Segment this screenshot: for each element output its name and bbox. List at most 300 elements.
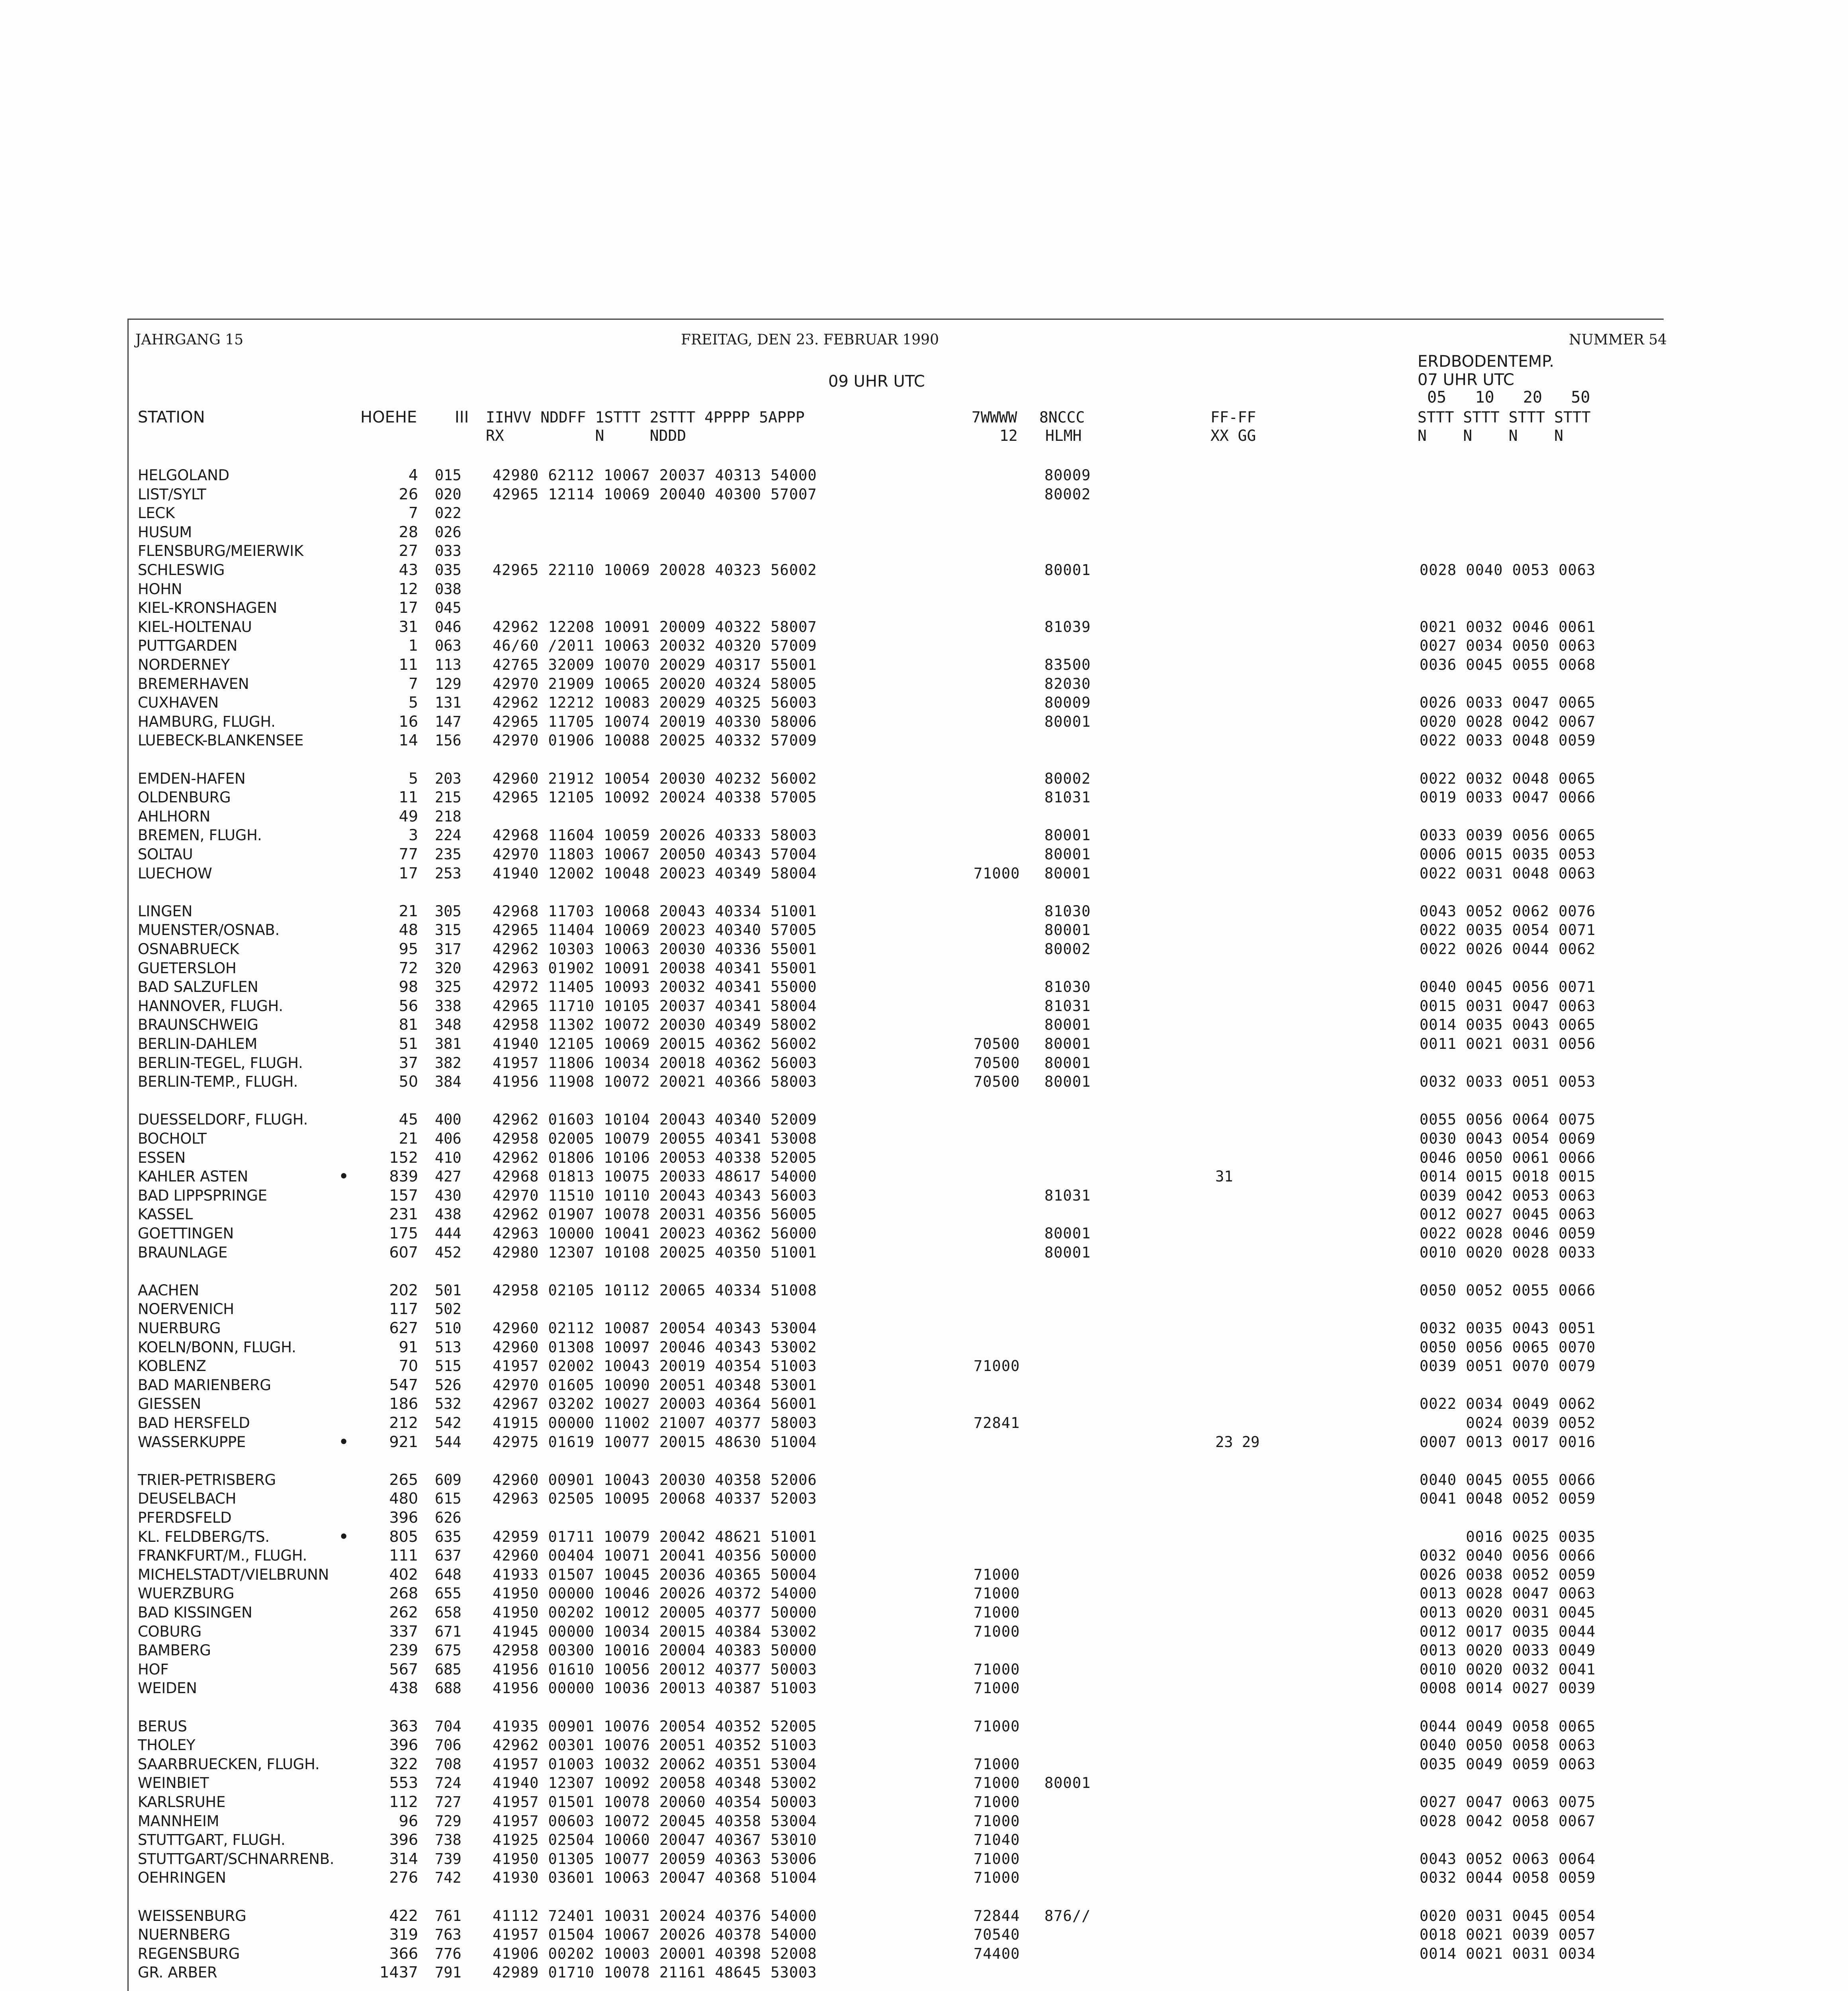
weather-group: 71000	[974, 1793, 1020, 1811]
wind-column-heading: FF-FF	[1210, 409, 1256, 426]
cloud-group: 81039	[1044, 618, 1091, 636]
soil-temperatures: 0030 0043 0054 0069	[1420, 1130, 1596, 1147]
cloud-group: 80001	[1044, 1054, 1091, 1072]
observation-groups: 42962 10303 10063 20030 40336 55001	[493, 941, 817, 958]
cloud-group: 83500	[1044, 656, 1091, 673]
mountain-station-marker: •	[339, 1528, 349, 1545]
table-row	[0, 675, 1712, 693]
wmo-station-number: 739	[435, 1850, 462, 1868]
wmo-station-number: 706	[435, 1737, 462, 1754]
weather-group: 72841	[974, 1414, 1020, 1432]
observation-groups: 42963 01902 10091 20038 40341 55001	[493, 960, 817, 977]
observation-groups-heading: IIHVV NDDFF 1STTT 2STTT 4PPPP 5APPP	[486, 409, 805, 426]
station-height: 268	[389, 1584, 418, 1602]
observation-groups: 42962 12212 10083 20029 40325 56003	[493, 694, 817, 711]
wmo-station-number: 609	[435, 1471, 462, 1488]
mountain-station-marker: •	[339, 1433, 349, 1451]
station-name: BAMBERG	[138, 1642, 211, 1659]
station-name: MUENSTER/OSNAB.	[138, 921, 280, 939]
soil-temperatures: 0010 0020 0032 0041	[1420, 1661, 1596, 1678]
table-row	[0, 636, 1712, 655]
wmo-station-number: 502	[435, 1301, 462, 1318]
cloud-group: 80001	[1044, 1225, 1091, 1242]
station-name: BAD SALZUFLEN	[138, 978, 258, 996]
soil-temperatures: 0006 0015 0035 0053	[1420, 846, 1596, 863]
wmo-station-number: 224	[435, 827, 462, 844]
weather-group: 71000	[974, 1661, 1020, 1678]
cloud-group: 80001	[1044, 561, 1091, 579]
station-height: 27	[399, 542, 418, 559]
observation-groups: 42972 11405 10093 20032 40341 55000	[493, 978, 817, 996]
report-date: FREITAG, DEN 23. FEBRUAR 1990	[681, 332, 939, 348]
station-height: 480	[389, 1490, 418, 1507]
observation-groups: 41957 01504 10067 20026 40378 54000	[493, 1926, 817, 1943]
soil-temperatures: 0028 0042 0058 0067	[1420, 1813, 1596, 1830]
wmo-station-number: 626	[435, 1509, 462, 1526]
soil-depths-heading: 05 10 20 50	[1418, 388, 1590, 407]
soil-temperatures: 0050 0056 0065 0070	[1420, 1339, 1596, 1356]
wmo-station-number: 655	[435, 1585, 462, 1602]
station-height: 112	[389, 1793, 418, 1811]
observation-groups: 42965 22110 10069 20028 40323 56002	[493, 561, 817, 579]
observation-groups: 41906 00202 10003 20001 40398 52008	[493, 1945, 817, 1962]
observation-groups: 42960 01308 10097 20046 40343 53002	[493, 1339, 817, 1356]
cloud-group: 80001	[1044, 1016, 1091, 1033]
observation-groups: 42975 01619 10077 20015 48630 51004	[493, 1434, 817, 1451]
table-row	[0, 1717, 1712, 1736]
weather-group: 71000	[974, 1718, 1020, 1735]
station-name: LINGEN	[138, 903, 193, 920]
observation-groups: 42963 02505 10095 20068 40337 52003	[493, 1490, 817, 1507]
wmo-station-number: 688	[435, 1680, 462, 1697]
wmo-station-number: 218	[435, 808, 462, 825]
table-row	[0, 959, 1712, 978]
station-name: EMDEN-HAFEN	[138, 770, 246, 787]
table-row	[0, 1186, 1712, 1205]
observation-groups: 41950 01305 10077 20059 40363 53006	[493, 1850, 817, 1868]
station-height: 7	[408, 675, 418, 692]
cloud-column-subheading: HLMH	[1045, 427, 1082, 444]
wmo-station-number: 513	[435, 1339, 462, 1356]
station-name: GR. ARBER	[138, 1964, 217, 1981]
weather-group: 71040	[974, 1831, 1020, 1848]
observation-groups: 41957 02002 10043 20019 40354 51003	[493, 1357, 817, 1375]
wmo-station-number: 532	[435, 1395, 462, 1412]
station-name: STUTTGART/SCHNARRENB.	[138, 1850, 334, 1868]
wmo-station-number: 305	[435, 903, 462, 920]
table-row	[0, 1281, 1712, 1300]
soil-temperatures: 0015 0031 0047 0063	[1420, 997, 1596, 1015]
soil-temperatures: 0019 0033 0047 0066	[1420, 789, 1596, 806]
soil-temperatures: 0026 0038 0052 0059	[1420, 1566, 1596, 1583]
table-row	[0, 845, 1712, 864]
soil-temperatures: 0011 0021 0031 0056	[1420, 1035, 1596, 1052]
observation-groups: 41957 11806 10034 20018 40362 56003	[493, 1054, 817, 1072]
station-height: 43	[399, 561, 418, 579]
observation-groups: 41956 11908 10072 20021 40366 58003	[493, 1073, 817, 1090]
wmo-station-number: 675	[435, 1642, 462, 1659]
table-row	[0, 1546, 1712, 1565]
table-row	[0, 1471, 1712, 1489]
station-name: GUETERSLOH	[138, 960, 237, 977]
wmo-station-number: 444	[435, 1225, 462, 1242]
wmo-station-number: 648	[435, 1566, 462, 1583]
station-height: 396	[389, 1509, 418, 1526]
station-height: 12	[399, 580, 418, 598]
soil-temperatures: 0013 0028 0047 0063	[1420, 1585, 1596, 1602]
table-row	[0, 1394, 1712, 1413]
wmo-station-number: 215	[435, 789, 462, 806]
station-height: 1	[408, 637, 418, 654]
table-row	[0, 485, 1712, 504]
table-row	[0, 712, 1712, 731]
table-row	[0, 997, 1712, 1015]
wmo-station-number: 615	[435, 1490, 462, 1507]
soil-temperatures: 0032 0040 0056 0066	[1420, 1547, 1596, 1564]
station-name: MICHELSTADT/VIELBRUNN	[138, 1566, 329, 1583]
table-row	[0, 693, 1712, 712]
weather-group: 71000	[974, 865, 1020, 882]
wmo-station-number: 763	[435, 1926, 462, 1943]
station-height: 402	[389, 1566, 418, 1583]
station-height: 1437	[379, 1964, 418, 1981]
station-name: KIEL-KRONSHAGEN	[138, 599, 277, 616]
cloud-group: 80001	[1044, 827, 1091, 844]
table-row	[0, 1015, 1712, 1034]
observation-groups: 42963 10000 10041 20023 40362 56000	[493, 1225, 817, 1242]
station-height: 95	[399, 940, 418, 958]
table-row	[0, 902, 1712, 921]
table-row	[0, 542, 1712, 560]
station-name: KOBLENZ	[138, 1357, 206, 1375]
station-height: 152	[389, 1149, 418, 1166]
observation-groups: 41112 72401 10031 20024 40376 54000	[493, 1907, 817, 1925]
cloud-group: 80001	[1044, 921, 1091, 939]
station-name: GIESSEN	[138, 1395, 201, 1412]
soil-temperatures: 0043 0052 0063 0064	[1420, 1850, 1596, 1868]
station-height: 7	[408, 504, 418, 522]
station-name: WUERZBURG	[138, 1585, 235, 1602]
station-height: 396	[389, 1831, 418, 1848]
station-name: KOELN/BONN, FLUGH.	[138, 1339, 296, 1356]
station-height: 11	[399, 656, 418, 673]
soil-temperatures: 0010 0020 0028 0033	[1420, 1244, 1596, 1261]
station-height: 48	[399, 921, 418, 939]
cloud-group: 80001	[1044, 865, 1091, 882]
station-name: WASSERKUPPE	[138, 1434, 246, 1451]
station-name: BRAUNLAGE	[138, 1244, 228, 1261]
table-row	[0, 1641, 1712, 1660]
station-name: REGENSBURG	[138, 1945, 240, 1962]
soil-values-heading: STTT STTT STTT STTT	[1418, 409, 1591, 426]
station-name: MANNHEIM	[138, 1813, 219, 1830]
station-name: NUERBURG	[138, 1320, 221, 1337]
table-row	[0, 1527, 1712, 1546]
table-row	[0, 1660, 1712, 1679]
table-row	[0, 1565, 1712, 1584]
station-name: KL. FELDBERG/TS.	[138, 1528, 270, 1545]
soil-temperatures: 0027 0047 0063 0075	[1420, 1793, 1596, 1811]
weather-group: 71000	[974, 1813, 1020, 1830]
wmo-station-number: 708	[435, 1756, 462, 1773]
cloud-group: 81031	[1044, 789, 1091, 806]
station-height: 26	[399, 485, 418, 503]
station-name: BERLIN-TEMP., FLUGH.	[138, 1073, 298, 1090]
table-row	[0, 1319, 1712, 1338]
cloud-group: 80002	[1044, 941, 1091, 958]
observation-groups: 42960 21912 10054 20030 40232 56002	[493, 770, 817, 787]
weather-column-heading: 7WWWW	[972, 409, 1017, 426]
observation-groups: 42970 11803 10067 20050 40343 57004	[493, 846, 817, 863]
observation-groups: 42965 11705 10074 20019 40330 58006	[493, 713, 817, 730]
soil-temperatures: 0020 0031 0045 0054	[1420, 1907, 1596, 1925]
station-name: WEIDEN	[138, 1680, 197, 1697]
wmo-station-number: 381	[435, 1035, 462, 1052]
observation-groups: 42958 00300 10016 20004 40383 50000	[493, 1642, 817, 1659]
wmo-station-number: 658	[435, 1604, 462, 1621]
table-row	[0, 1584, 1712, 1603]
wmo-station-number: 510	[435, 1320, 462, 1337]
table-row	[0, 1907, 1712, 1925]
station-height: 239	[389, 1641, 418, 1659]
wmo-station-number: 315	[435, 921, 462, 939]
soil-temperatures: 0007 0013 0017 0016	[1420, 1434, 1596, 1451]
cloud-group: 80001	[1044, 1244, 1091, 1261]
station-height: 607	[389, 1244, 418, 1261]
soil-temperatures: 0028 0040 0053 0063	[1420, 561, 1596, 579]
weather-group: 71000	[974, 1623, 1020, 1640]
soil-temperatures: 0035 0049 0059 0063	[1420, 1756, 1596, 1773]
wmo-station-number: 035	[435, 561, 462, 579]
table-row	[0, 466, 1712, 485]
station-name: CUXHAVEN	[138, 694, 219, 711]
station-name: OEHRINGEN	[138, 1869, 226, 1886]
table-row	[0, 1622, 1712, 1641]
station-name: HOHN	[138, 581, 182, 598]
station-height: 567	[389, 1660, 418, 1678]
table-row	[0, 598, 1712, 617]
soil-temperatures: 0039 0042 0053 0063	[1420, 1187, 1596, 1204]
observation-groups: 42962 01806 10106 20053 40338 52005	[493, 1149, 817, 1166]
table-row	[0, 788, 1712, 807]
soil-temperatures: 0040 0045 0056 0071	[1420, 978, 1596, 996]
station-height: 96	[399, 1812, 418, 1830]
station-name: COBURG	[138, 1623, 202, 1640]
station-height: 14	[399, 731, 418, 749]
cloud-group: 82030	[1044, 675, 1091, 692]
soil-temperatures: 0012 0027 0045 0063	[1420, 1206, 1596, 1223]
wind-gust-group: 23 29	[1215, 1434, 1260, 1451]
wmo-station-number: 253	[435, 865, 462, 882]
station-height: 21	[399, 1130, 418, 1147]
observation-groups: 46/60 /2011 10063 20032 40320 57009	[493, 637, 817, 654]
table-row	[0, 807, 1712, 826]
station-height: 202	[389, 1281, 418, 1299]
station-name: BREMERHAVEN	[138, 675, 249, 692]
table-row	[0, 1831, 1712, 1849]
soil-temperatures: 0022 0035 0054 0071	[1420, 921, 1596, 939]
wmo-station-number: 113	[435, 656, 462, 673]
weather-group: 71000	[974, 1585, 1020, 1602]
station-height: 319	[389, 1926, 418, 1943]
table-row	[0, 826, 1712, 845]
table-row	[0, 1868, 1712, 1887]
station-height: 17	[399, 599, 418, 616]
station-height: 322	[389, 1755, 418, 1773]
station-name: DEUSELBACH	[138, 1490, 237, 1507]
station-height: 72	[399, 959, 418, 977]
observation-groups: 41956 01610 10056 20012 40377 50003	[493, 1661, 817, 1678]
wmo-station-number: 382	[435, 1054, 462, 1072]
observation-groups: 42962 01907 10078 20031 40356 56005	[493, 1206, 817, 1223]
station-height: 3	[408, 826, 418, 844]
station-name: AACHEN	[138, 1282, 199, 1299]
wmo-station-number: 724	[435, 1774, 462, 1792]
wmo-station-number: 045	[435, 599, 462, 616]
wmo-station-number: 020	[435, 486, 462, 503]
wmo-station-number: 671	[435, 1623, 462, 1640]
station-name: SAARBRUECKEN, FLUGH.	[138, 1756, 320, 1773]
table-row	[0, 1489, 1712, 1508]
observation-groups: 42965 12114 10069 20040 40300 57007	[493, 486, 817, 503]
table-row	[0, 1508, 1712, 1527]
table-row	[0, 1129, 1712, 1148]
observation-groups: 41940 12307 10092 20058 40348 53002	[493, 1774, 817, 1792]
wmo-station-number: 131	[435, 694, 462, 711]
observation-groups: 42959 01711 10079 20042 48621 51001	[493, 1528, 817, 1545]
wmo-station-number: 348	[435, 1016, 462, 1033]
soil-temperatures: 0040 0045 0055 0066	[1420, 1471, 1596, 1488]
station-name: LECK	[138, 505, 175, 522]
observation-groups: 42970 11510 10110 20043 40343 56003	[493, 1187, 817, 1204]
observation-groups: 42968 11604 10059 20026 40333 58003	[493, 827, 817, 844]
wmo-column-heading: III	[455, 408, 469, 426]
wmo-station-number: 526	[435, 1377, 462, 1394]
observation-groups: 41930 03601 10063 20047 40368 51004	[493, 1869, 817, 1886]
cloud-group: 876//	[1044, 1907, 1091, 1925]
table-row	[0, 1148, 1712, 1167]
observation-groups: 41933 01507 10045 20036 40365 50004	[493, 1566, 817, 1583]
table-row	[0, 561, 1712, 579]
station-name: WEISSENBURG	[138, 1907, 246, 1925]
observation-groups: 42962 00301 10076 20051 40352 51003	[493, 1737, 817, 1754]
wmo-station-number: 156	[435, 732, 462, 749]
table-row	[0, 1736, 1712, 1754]
station-height: 921	[389, 1433, 418, 1451]
soil-temperatures: 0050 0052 0055 0066	[1420, 1282, 1596, 1299]
cloud-group: 80002	[1044, 770, 1091, 787]
station-height: 31	[399, 618, 418, 636]
observation-groups: 42960 02112 10087 20054 40343 53004	[493, 1320, 817, 1337]
station-height: 50	[399, 1073, 418, 1090]
table-row	[0, 1925, 1712, 1944]
observation-groups: 41945 00000 10034 20015 40384 53002	[493, 1623, 817, 1640]
weather-group: 74400	[974, 1945, 1020, 1962]
weather-group: 71000	[974, 1680, 1020, 1697]
station-name: BERLIN-DAHLEM	[138, 1035, 258, 1052]
station-name: NOERVENICH	[138, 1301, 234, 1318]
station-name: HUSUM	[138, 524, 192, 541]
station-name: STUTTGART, FLUGH.	[138, 1831, 286, 1848]
table-row	[0, 1224, 1712, 1243]
observation-groups: 42968 01813 10075 20033 48617 54000	[493, 1168, 817, 1185]
mountain-station-marker: •	[339, 1168, 349, 1185]
table-row	[0, 1054, 1712, 1072]
wmo-station-number: 235	[435, 846, 462, 863]
station-height: 212	[389, 1414, 418, 1432]
station-height: 16	[399, 713, 418, 730]
wmo-station-number: 438	[435, 1206, 462, 1223]
wmo-station-number: 685	[435, 1661, 462, 1678]
wmo-station-number: 742	[435, 1869, 462, 1886]
station-height: 276	[389, 1869, 418, 1886]
soil-temperatures: 0055 0056 0064 0075	[1420, 1111, 1596, 1128]
station-height: 157	[389, 1187, 418, 1204]
observation-groups: 42962 01603 10104 20043 40340 52009	[493, 1111, 817, 1128]
weather-group: 71000	[974, 1357, 1020, 1375]
soil-temperatures: 0022 0026 0044 0062	[1420, 941, 1596, 958]
station-name: PFERDSFELD	[138, 1509, 232, 1526]
station-height: 627	[389, 1319, 418, 1337]
station-name: SCHLESWIG	[138, 561, 225, 579]
observation-groups: 42960 00404 10071 20041 40356 50000	[493, 1547, 817, 1564]
soil-temperatures: 0032 0044 0058 0059	[1420, 1869, 1596, 1886]
soil-temperatures: 0040 0050 0058 0063	[1420, 1737, 1596, 1754]
station-name: OSNABRUECK	[138, 941, 239, 958]
observation-groups: 42989 01710 10078 21161 48645 53003	[493, 1964, 817, 1981]
wmo-station-number: 776	[435, 1945, 462, 1962]
cloud-group: 80001	[1044, 1073, 1091, 1090]
observation-groups: 42958 11302 10072 20030 40349 58002	[493, 1016, 817, 1033]
observation-groups: 41957 01501 10078 20060 40354 50003	[493, 1793, 817, 1811]
observation-groups: 42765 32009 10070 20029 40317 55001	[493, 656, 817, 673]
table-row	[0, 1603, 1712, 1622]
station-name: SOLTAU	[138, 846, 193, 863]
cloud-group: 80002	[1044, 486, 1091, 503]
wmo-station-number: 791	[435, 1964, 462, 1981]
table-row	[0, 731, 1712, 750]
soil-temperatures: 0036 0045 0055 0068	[1420, 656, 1596, 673]
soil-temperatures: 0016 0025 0035	[1420, 1528, 1596, 1545]
station-height: 839	[389, 1168, 418, 1185]
observation-groups: 42965 11404 10069 20023 40340 57005	[493, 921, 817, 939]
soil-temperatures: 0022 0034 0049 0062	[1420, 1395, 1596, 1412]
observation-groups: 42958 02005 10079 20055 40341 53008	[493, 1130, 817, 1147]
table-row	[0, 1035, 1712, 1053]
table-row	[0, 1300, 1712, 1318]
station-height: 28	[399, 523, 418, 541]
table-row	[0, 769, 1712, 788]
observation-groups: 42980 12307 10108 20025 40350 51001	[493, 1244, 817, 1261]
wmo-station-number: 501	[435, 1282, 462, 1299]
observation-groups: 42965 11710 10105 20037 40341 58004	[493, 997, 817, 1015]
station-name: KIEL-HOLTENAU	[138, 618, 252, 636]
table-row	[0, 1243, 1712, 1262]
station-name: BAD LIPPSPRINGE	[138, 1187, 267, 1204]
wmo-station-number: 022	[435, 505, 462, 522]
station-name: BAD KISSINGEN	[138, 1604, 252, 1621]
wmo-station-number: 384	[435, 1073, 462, 1090]
cloud-group: 80001	[1044, 1035, 1091, 1052]
table-row	[0, 618, 1712, 636]
station-name: GOETTINGEN	[138, 1225, 234, 1242]
station-height: 438	[389, 1679, 418, 1697]
wmo-station-number: 320	[435, 960, 462, 977]
station-height: 363	[389, 1717, 418, 1735]
station-name: FLENSBURG/MEIERWIK	[138, 542, 303, 559]
weather-column-subheading: 12	[999, 427, 1018, 444]
cloud-group: 80009	[1044, 467, 1091, 484]
